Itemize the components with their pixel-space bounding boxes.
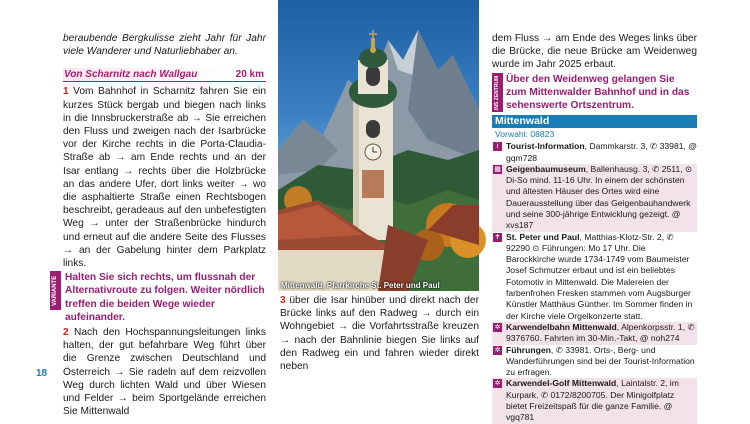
entry-name: St. Peter und Paul [506, 231, 580, 242]
variant-box [52, 271, 266, 324]
info-entry [492, 141, 697, 164]
entry-name: Karwendel-Golf Mittenwald [506, 378, 617, 389]
phone-prefix: Vorwahl: 08823 [495, 129, 555, 140]
step-text-3: über die Isar hinüber und direkt nach der Brücke links auf den Radweg → durch ein Wohngebiet → die Vorfahrtsstraße kreuzen → nach der Bahnlinie biegen Sie links auf den Radweg ein und fahren wieder direkt neben [280, 295, 479, 373]
entry-text: , Matthias-Klotz-Str. 2, ✆ 92290 ⊙ Führungen: Mo 17 Uhr. Die Barockkirche wurde 1734-1749 vom Baumeister Josef Schmutzer erbaut und ist ein beliebtes Fotomotiv in Mittenwald. Die Malereien der farbenfrohen Fresken stammen vom Augsburger Künstler Matthäus Günther. Im Sommer finden in der Kirche viele Orgelkonzerte statt. [506, 231, 693, 321]
tip-text: Über den Weidenweg gelangen Sie zum Mittenwalder Bahnhof und in das sehenswerte Ortszentrum. [506, 73, 690, 112]
entry-name: Führungen [506, 344, 551, 355]
info-entries [492, 141, 697, 423]
middle-column-text [280, 294, 479, 373]
route-step-1 [63, 85, 266, 270]
route-step-2 [63, 326, 266, 418]
right-column [492, 32, 697, 424]
tip-tag: INS ZENTRUM [492, 73, 503, 112]
entry-name: Tourist-Information [506, 141, 585, 152]
route-step-3 [280, 294, 479, 373]
right-continuation [492, 32, 697, 72]
info-entry [492, 378, 697, 423]
museum-icon: ▦ [494, 165, 501, 173]
info-entry [492, 164, 697, 232]
entry-name: Karwendelbahn Mittenwald [506, 321, 617, 332]
church-photo [278, 0, 479, 291]
church-illustration [278, 0, 479, 291]
photo-caption: Mittenwald, Pfarrkirche St. Peter und Paul [281, 281, 440, 290]
step-number-3: 3 [280, 295, 286, 306]
step-number-2: 2 [63, 327, 69, 339]
intro-text: beraubende Bergkulisse zieht Jahr für Jahr viele Wanderer und Naturliebhaber an. [63, 33, 266, 58]
info-entry [492, 322, 697, 345]
church-icon: ✝ [494, 233, 501, 241]
attraction-icon: ✲ [494, 323, 501, 331]
entry-name: Geigenbaumuseum [506, 163, 586, 174]
place-heading: Mittenwald [492, 115, 697, 128]
page-number: 18 [36, 368, 48, 379]
route-title: Von Scharnitz nach Wallgau [64, 69, 198, 81]
info-icon: i [493, 142, 502, 151]
left-column [52, 32, 266, 418]
tip-box [492, 73, 697, 113]
attraction-icon: ✲ [494, 380, 501, 388]
entry-text: , Ballenhausg. 3, ✆ 2511, ⊙ Di-So mind. 11-16 Uhr. In einem der schönsten und ältesten Häuser des Ortes wird eine Dauerausstellung über das Geigenbauhandwerk und seine 300-jährige Entwicklung gezeigt. @ xvs187 [506, 163, 693, 231]
step-text-2: Nach den Hochspannungsleitungen links halten, der gut befahrbare Weg führt über die Grenze zwischen Deutschland und Österreich → Sie radeln auf dem reizvollen Weg durch lichten Wald und über Wiesen und Felder → beim Sportgelände erreichen Sie Mittenwald [63, 327, 266, 418]
route-heading [63, 68, 266, 82]
step-number-1: 1 [63, 86, 69, 98]
info-entry [492, 232, 697, 322]
variant-tag: VARIANTE [50, 271, 61, 310]
continuation-text: dem Fluss → am Ende des Weges links über die Brücke, die neue Brücke am Weidenweg wurde im Jahr 2025 erbaut. [492, 33, 697, 71]
step-text-1: Vom Bahnhof in Scharnitz fahren Sie ein kurzes Stück bergab und biegen nach links in die Innsbruckerstraße ab → Sie erreichen den Fluss und zweigen nach der Isarbrücke vor der Kirche rechts in die Porta-Claudia-Straße ab → am Ende rechts und an der Isar entlang → rechts über die Holzbrücke an das andere Ufer, dort links weiter → wo die asphaltierte Straße einen Rechtsbogen beschreibt, geradeaus auf den unbefestigten Weg → unter der Straßenbrücke hindurch und erneut auf die andere Seite des Flusses → an der Gabelung hinter dem Parkplatz links. [63, 86, 266, 270]
info-entry [492, 345, 697, 379]
route-distance: 20 km [235, 69, 264, 81]
entry-text: , Alpenkorpsstr. 1, ✆ 9376760. Fahrten im 30-Min.-Takt, @ noh274 [506, 321, 695, 344]
entry-text: , Dammkarstr. 3, ✆ 33981, @ gqm728 [506, 141, 698, 163]
attraction-icon: ✲ [494, 346, 501, 354]
entry-text: , ✆ 33981. Orts-, Berg- und Wanderführungen sind bei der Tourist-Information zu erfragen. [506, 344, 695, 378]
variant-text: Halten Sie sich rechts, um flussnah der Alternativroute zu folgen. Weiter nördlich treffen die beiden Wege wieder aufeinander. [65, 272, 265, 323]
entry-text: , Laintalstr. 2, im Kurpark, ✆ 0172/8200705. Der Minigolfplatz bietet Freizeitspaß für die ganze Familie. @ vgq781 [506, 378, 679, 423]
